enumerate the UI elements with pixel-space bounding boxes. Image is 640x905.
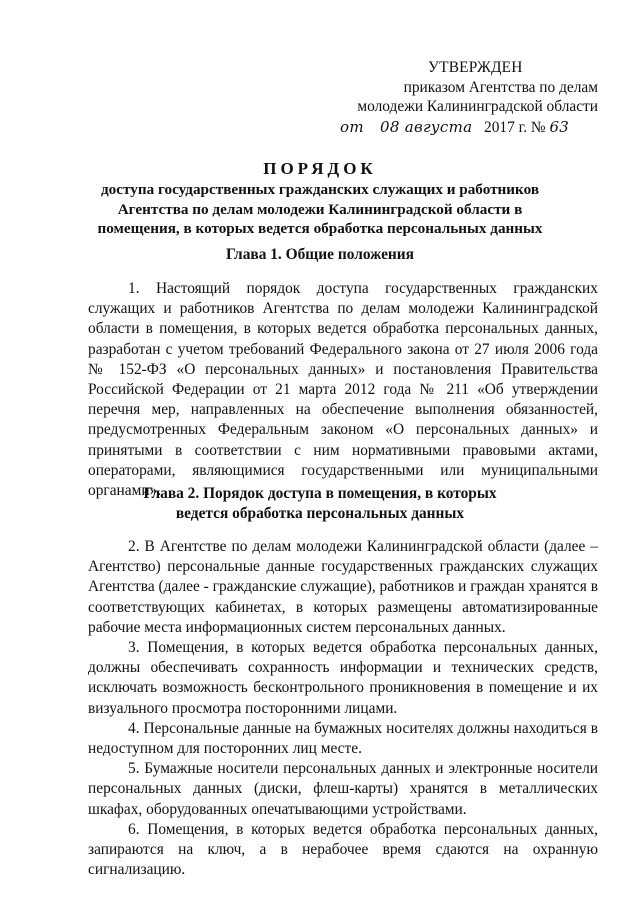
paragraph-3: 3. Помещения, в которых ведется обработка персональных данных, должны обеспечивать сохранность информации и технических средств, исключать возможность бесконтрольного проникновения в помещение и их визуального просмотра посторонними лицами. [88,639,598,717]
handwritten-date: 08 августа [380,117,473,136]
approval-date-line [330,117,598,139]
approval-line-1: приказом Агентства по делам [403,78,598,96]
approval-title: УТВЕРЖДЕН [428,59,523,76]
paragraph-1: 1. Настоящий порядок доступа государственных гражданских служащих и работников Агентства по делам молодежи Калининградской области в помещения, в которых ведется обработка персональных данных, разработан с учетом требований Федерального закона от 27 июля 2006 года № 152-ФЗ «О персональных данных» и постановления Правительства Российской Федерации от 21 марта 2012 года № 211 «Об утверждении перечня мер, направленных на обеспечение выполнения обязанностей, предусмотренных Федеральным законом «О персональных данных» и принятыми в соответствии с ним нормативными правовыми актами, операторами, являющимися государственными или муниципальными органами». [88,280,598,500]
handwritten-order-number: 63 [549,117,570,136]
chapter-2-heading: Глава 2. Порядок доступа в помещения, в которых ведется обработка персональных данных [143,485,497,522]
approval-line-2: молодежи Калининградской области [357,98,598,115]
chapter-2-body [88,537,598,880]
document-subtitle: доступа государственных гражданских служащих и работников Агентства по делам молодежи Калининградской области в помещения, в которых ведется обработка персональных данных [97,181,543,237]
paragraph-5: 5. Бумажные носители персональных данных и электронные носители персональных данных (диски, флеш-карты) хранятся в металлических шкафах, оборудованных опечатывающими устройствами. [88,760,598,818]
paragraph-2: 2. В Агентстве по делам молодежи Калининградской области (далее – Агентство) персональные данные государственных гражданских служащих Агентства (далее - гражданские служащие), работников и граждан хранятся в соответствующих кабинетах, в которых размещены автоматизированные рабочие места информационных систем персональных данных. [88,538,598,636]
document-title: ПОРЯДОК [263,159,377,178]
paragraph-6: 6. Помещения, в которых ведется обработка персональных данных, запираются на ключ, а в нерабочее время сдаются на охранную сигнализацию. [88,820,598,879]
approval-year: 2017 г. № [484,118,546,136]
handwritten-date-prefix: от [340,117,364,136]
approval-stamp [330,58,598,139]
paragraph-4: 4. Персональные данные на бумажных носителях должны находиться в недоступном для посторонних лиц месте. [88,719,598,758]
chapter-1-heading: Глава 1. Общие положения [226,246,414,263]
chapter-1-body [88,279,598,501]
